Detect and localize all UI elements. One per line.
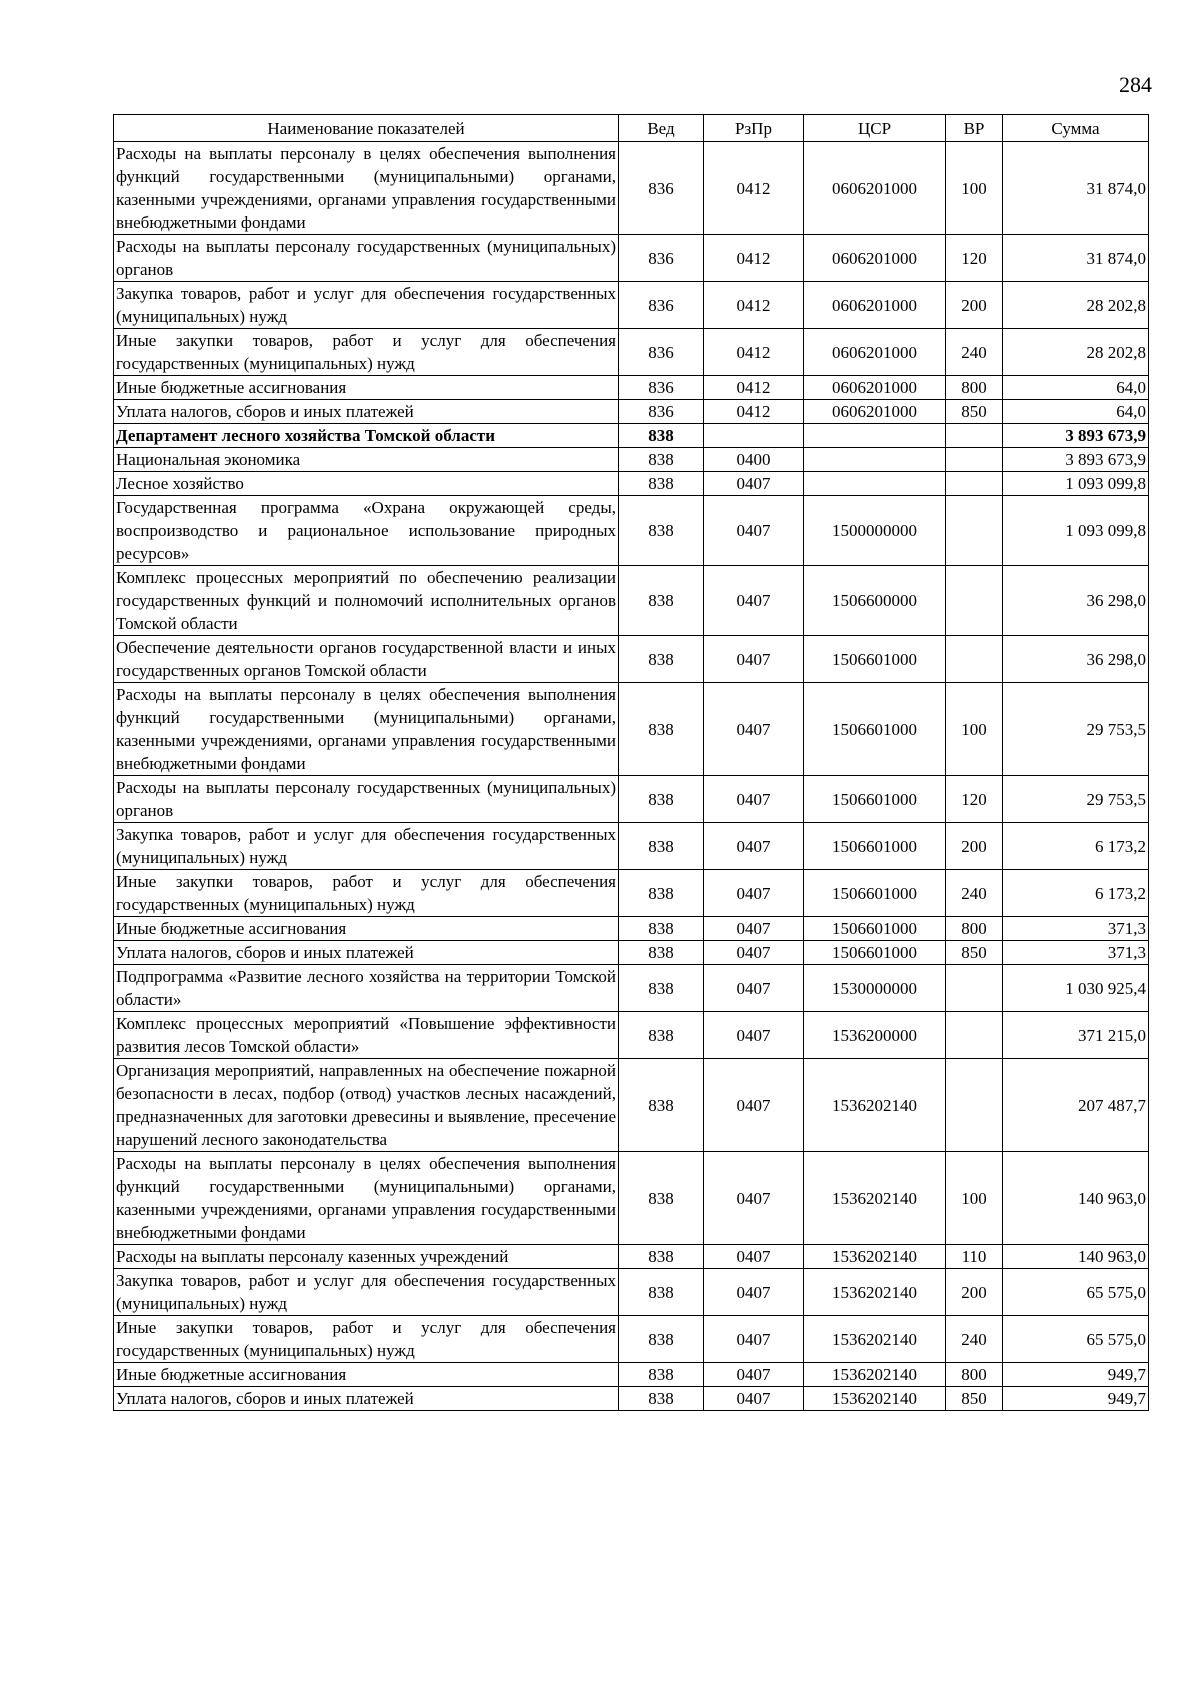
row-ved: 838 <box>619 424 704 448</box>
row-vr: 850 <box>946 1387 1003 1411</box>
row-ved: 838 <box>619 1152 704 1245</box>
row-rzpr: 0407 <box>704 1152 804 1245</box>
row-name: Расходы на выплаты персоналу государственных (муниципальных) органов <box>114 776 619 823</box>
row-sum: 140 963,0 <box>1003 1245 1149 1269</box>
row-ved: 838 <box>619 776 704 823</box>
header-vr: ВР <box>946 115 1003 142</box>
row-vr <box>946 636 1003 683</box>
row-rzpr: 0412 <box>704 376 804 400</box>
row-vr <box>946 496 1003 566</box>
row-name: Закупка товаров, работ и услуг для обеспечения государственных (муниципальных) нужд <box>114 1269 619 1316</box>
row-csr: 1500000000 <box>804 496 946 566</box>
row-csr: 1506601000 <box>804 917 946 941</box>
row-ved: 838 <box>619 566 704 636</box>
row-vr: 100 <box>946 142 1003 235</box>
table-row <box>114 941 1149 965</box>
row-ved: 836 <box>619 329 704 376</box>
header-csr: ЦСР <box>804 115 946 142</box>
row-vr: 850 <box>946 400 1003 424</box>
row-rzpr: 0407 <box>704 941 804 965</box>
row-vr: 200 <box>946 282 1003 329</box>
row-rzpr: 0412 <box>704 235 804 282</box>
row-vr: 800 <box>946 1363 1003 1387</box>
table-row <box>114 1059 1149 1152</box>
row-ved: 836 <box>619 282 704 329</box>
row-sum: 28 202,8 <box>1003 282 1149 329</box>
row-name: Закупка товаров, работ и услуг для обеспечения государственных (муниципальных) нужд <box>114 282 619 329</box>
header-rzpr: РзПр <box>704 115 804 142</box>
row-name: Иные бюджетные ассигнования <box>114 376 619 400</box>
row-ved: 838 <box>619 941 704 965</box>
table-row <box>114 496 1149 566</box>
table-header-row <box>114 115 1149 142</box>
row-vr: 120 <box>946 235 1003 282</box>
row-rzpr: 0407 <box>704 636 804 683</box>
row-name: Лесное хозяйство <box>114 472 619 496</box>
table-row <box>114 282 1149 329</box>
row-name: Уплата налогов, сборов и иных платежей <box>114 400 619 424</box>
table-row <box>114 776 1149 823</box>
row-ved: 838 <box>619 1316 704 1363</box>
table-row <box>114 424 1149 448</box>
row-csr <box>804 424 946 448</box>
row-rzpr: 0407 <box>704 1059 804 1152</box>
row-sum: 371,3 <box>1003 941 1149 965</box>
row-sum: 3 893 673,9 <box>1003 424 1149 448</box>
row-vr <box>946 448 1003 472</box>
row-vr: 800 <box>946 376 1003 400</box>
table-row <box>114 965 1149 1012</box>
row-sum: 28 202,8 <box>1003 329 1149 376</box>
table-row <box>114 1269 1149 1316</box>
row-ved: 838 <box>619 1387 704 1411</box>
row-ved: 838 <box>619 448 704 472</box>
row-rzpr: 0400 <box>704 448 804 472</box>
row-vr <box>946 424 1003 448</box>
row-vr <box>946 965 1003 1012</box>
row-sum: 31 874,0 <box>1003 142 1149 235</box>
row-csr: 1506601000 <box>804 636 946 683</box>
row-rzpr: 0407 <box>704 776 804 823</box>
table-row <box>114 235 1149 282</box>
row-vr: 200 <box>946 1269 1003 1316</box>
row-csr: 1536202140 <box>804 1152 946 1245</box>
row-name: Расходы на выплаты персоналу государственных (муниципальных) органов <box>114 235 619 282</box>
row-csr: 1506601000 <box>804 870 946 917</box>
table-row <box>114 448 1149 472</box>
row-csr: 1506600000 <box>804 566 946 636</box>
row-name: Обеспечение деятельности органов государственной власти и иных государственных органов Томской области <box>114 636 619 683</box>
row-ved: 838 <box>619 965 704 1012</box>
row-csr: 1536200000 <box>804 1012 946 1059</box>
row-sum: 140 963,0 <box>1003 1152 1149 1245</box>
row-csr: 1536202140 <box>804 1363 946 1387</box>
row-rzpr: 0412 <box>704 329 804 376</box>
table-row <box>114 636 1149 683</box>
row-name: Расходы на выплаты персоналу в целях обеспечения выполнения функций государственными (муниципальными) органами, казенными учреждениями, органами управления государственными внебюджетными фондами <box>114 142 619 235</box>
row-rzpr: 0407 <box>704 1245 804 1269</box>
row-sum: 949,7 <box>1003 1363 1149 1387</box>
row-ved: 838 <box>619 1059 704 1152</box>
row-sum: 36 298,0 <box>1003 566 1149 636</box>
row-ved: 838 <box>619 472 704 496</box>
row-csr: 1536202140 <box>804 1316 946 1363</box>
row-name: Уплата налогов, сборов и иных платежей <box>114 1387 619 1411</box>
row-csr: 0606201000 <box>804 400 946 424</box>
table-row <box>114 1245 1149 1269</box>
row-vr <box>946 1059 1003 1152</box>
row-sum: 36 298,0 <box>1003 636 1149 683</box>
row-rzpr: 0407 <box>704 823 804 870</box>
row-ved: 836 <box>619 376 704 400</box>
row-sum: 207 487,7 <box>1003 1059 1149 1152</box>
row-sum: 29 753,5 <box>1003 776 1149 823</box>
row-vr: 200 <box>946 823 1003 870</box>
row-name: Уплата налогов, сборов и иных платежей <box>114 941 619 965</box>
row-csr: 1536202140 <box>804 1059 946 1152</box>
row-sum: 64,0 <box>1003 400 1149 424</box>
table-row <box>114 1152 1149 1245</box>
row-ved: 838 <box>619 823 704 870</box>
row-ved: 838 <box>619 917 704 941</box>
row-sum: 6 173,2 <box>1003 823 1149 870</box>
row-rzpr: 0407 <box>704 965 804 1012</box>
row-vr: 120 <box>946 776 1003 823</box>
header-ved: Вед <box>619 115 704 142</box>
row-sum: 64,0 <box>1003 376 1149 400</box>
row-rzpr: 0407 <box>704 683 804 776</box>
row-rzpr: 0407 <box>704 1269 804 1316</box>
row-vr: 240 <box>946 329 1003 376</box>
row-sum: 65 575,0 <box>1003 1316 1149 1363</box>
row-ved: 838 <box>619 1269 704 1316</box>
row-csr: 0606201000 <box>804 376 946 400</box>
table-row <box>114 142 1149 235</box>
table-body <box>114 142 1149 1411</box>
row-name: Департамент лесного хозяйства Томской области <box>114 424 619 448</box>
row-ved: 838 <box>619 636 704 683</box>
row-csr: 0606201000 <box>804 329 946 376</box>
row-rzpr <box>704 424 804 448</box>
row-sum: 3 893 673,9 <box>1003 448 1149 472</box>
row-name: Подпрограмма «Развитие лесного хозяйства на территории Томской области» <box>114 965 619 1012</box>
row-vr: 100 <box>946 1152 1003 1245</box>
row-vr <box>946 1012 1003 1059</box>
table-row <box>114 376 1149 400</box>
table-row <box>114 1387 1149 1411</box>
row-vr: 240 <box>946 1316 1003 1363</box>
row-sum: 65 575,0 <box>1003 1269 1149 1316</box>
row-sum: 29 753,5 <box>1003 683 1149 776</box>
table-row <box>114 870 1149 917</box>
row-csr: 1536202140 <box>804 1245 946 1269</box>
row-name: Иные бюджетные ассигнования <box>114 1363 619 1387</box>
row-ved: 838 <box>619 1012 704 1059</box>
row-name: Расходы на выплаты персоналу казенных учреждений <box>114 1245 619 1269</box>
row-name: Расходы на выплаты персоналу в целях обеспечения выполнения функций государственными (муниципальными) органами, казенными учреждениями, органами управления государственными внебюджетными фондами <box>114 683 619 776</box>
row-rzpr: 0407 <box>704 1363 804 1387</box>
row-sum: 371,3 <box>1003 917 1149 941</box>
row-vr <box>946 566 1003 636</box>
row-csr: 1506601000 <box>804 823 946 870</box>
row-name: Иные закупки товаров, работ и услуг для обеспечения государственных (муниципальных) нужд <box>114 1316 619 1363</box>
row-sum: 1 030 925,4 <box>1003 965 1149 1012</box>
page-number: 284 <box>1119 72 1152 97</box>
row-name: Иные закупки товаров, работ и услуг для обеспечения государственных (муниципальных) нужд <box>114 329 619 376</box>
row-csr: 0606201000 <box>804 235 946 282</box>
row-name: Иные бюджетные ассигнования <box>114 917 619 941</box>
row-sum: 1 093 099,8 <box>1003 496 1149 566</box>
table-row <box>114 400 1149 424</box>
row-csr: 1506601000 <box>804 776 946 823</box>
row-rzpr: 0407 <box>704 566 804 636</box>
row-vr: 850 <box>946 941 1003 965</box>
row-sum: 371 215,0 <box>1003 1012 1149 1059</box>
row-csr: 1536202140 <box>804 1387 946 1411</box>
row-sum: 31 874,0 <box>1003 235 1149 282</box>
row-ved: 838 <box>619 870 704 917</box>
row-sum: 6 173,2 <box>1003 870 1149 917</box>
row-rzpr: 0407 <box>704 472 804 496</box>
table-row <box>114 329 1149 376</box>
row-name: Комплекс процессных мероприятий по обеспечению реализации государственных функций и полномочий исполнительных органов Томской области <box>114 566 619 636</box>
row-ved: 836 <box>619 235 704 282</box>
table-row <box>114 1012 1149 1059</box>
row-ved: 836 <box>619 142 704 235</box>
row-ved: 838 <box>619 496 704 566</box>
row-name: Национальная экономика <box>114 448 619 472</box>
table-row <box>114 1363 1149 1387</box>
row-csr: 1506601000 <box>804 941 946 965</box>
table-row <box>114 1316 1149 1363</box>
row-csr: 1536202140 <box>804 1269 946 1316</box>
budget-table <box>113 114 1149 1411</box>
header-sum: Сумма <box>1003 115 1149 142</box>
row-csr: 0606201000 <box>804 282 946 329</box>
row-ved: 838 <box>619 683 704 776</box>
table-row <box>114 917 1149 941</box>
row-rzpr: 0407 <box>704 1387 804 1411</box>
row-name: Иные закупки товаров, работ и услуг для обеспечения государственных (муниципальных) нужд <box>114 870 619 917</box>
row-vr <box>946 472 1003 496</box>
row-csr: 1506601000 <box>804 683 946 776</box>
row-ved: 838 <box>619 1363 704 1387</box>
row-name: Комплекс процессных мероприятий «Повышение эффективности развития лесов Томской области» <box>114 1012 619 1059</box>
row-rzpr: 0412 <box>704 142 804 235</box>
row-csr <box>804 448 946 472</box>
row-rzpr: 0412 <box>704 282 804 329</box>
row-ved: 838 <box>619 1245 704 1269</box>
row-vr: 100 <box>946 683 1003 776</box>
row-ved: 836 <box>619 400 704 424</box>
header-name: Наименование показателей <box>114 115 619 142</box>
row-name: Государственная программа «Охрана окружающей среды, воспроизводство и рациональное использование природных ресурсов» <box>114 496 619 566</box>
row-csr: 1530000000 <box>804 965 946 1012</box>
row-rzpr: 0412 <box>704 400 804 424</box>
row-csr <box>804 472 946 496</box>
table-row <box>114 472 1149 496</box>
table-row <box>114 683 1149 776</box>
row-sum: 949,7 <box>1003 1387 1149 1411</box>
row-rzpr: 0407 <box>704 1316 804 1363</box>
row-name: Организация мероприятий, направленных на обеспечение пожарной безопасности в лесах, подбор (отвод) участков лесных насаждений, предназначенных для заготовки древесины и выявление, пресечение нарушений лесного законодательства <box>114 1059 619 1152</box>
row-vr: 800 <box>946 917 1003 941</box>
row-rzpr: 0407 <box>704 917 804 941</box>
row-csr: 0606201000 <box>804 142 946 235</box>
table-row <box>114 823 1149 870</box>
table-row <box>114 566 1149 636</box>
row-sum: 1 093 099,8 <box>1003 472 1149 496</box>
row-vr: 240 <box>946 870 1003 917</box>
row-name: Расходы на выплаты персоналу в целях обеспечения выполнения функций государственными (муниципальными) органами, казенными учреждениями, органами управления государственными внебюджетными фондами <box>114 1152 619 1245</box>
row-rzpr: 0407 <box>704 870 804 917</box>
row-rzpr: 0407 <box>704 496 804 566</box>
row-rzpr: 0407 <box>704 1012 804 1059</box>
row-vr: 110 <box>946 1245 1003 1269</box>
row-name: Закупка товаров, работ и услуг для обеспечения государственных (муниципальных) нужд <box>114 823 619 870</box>
